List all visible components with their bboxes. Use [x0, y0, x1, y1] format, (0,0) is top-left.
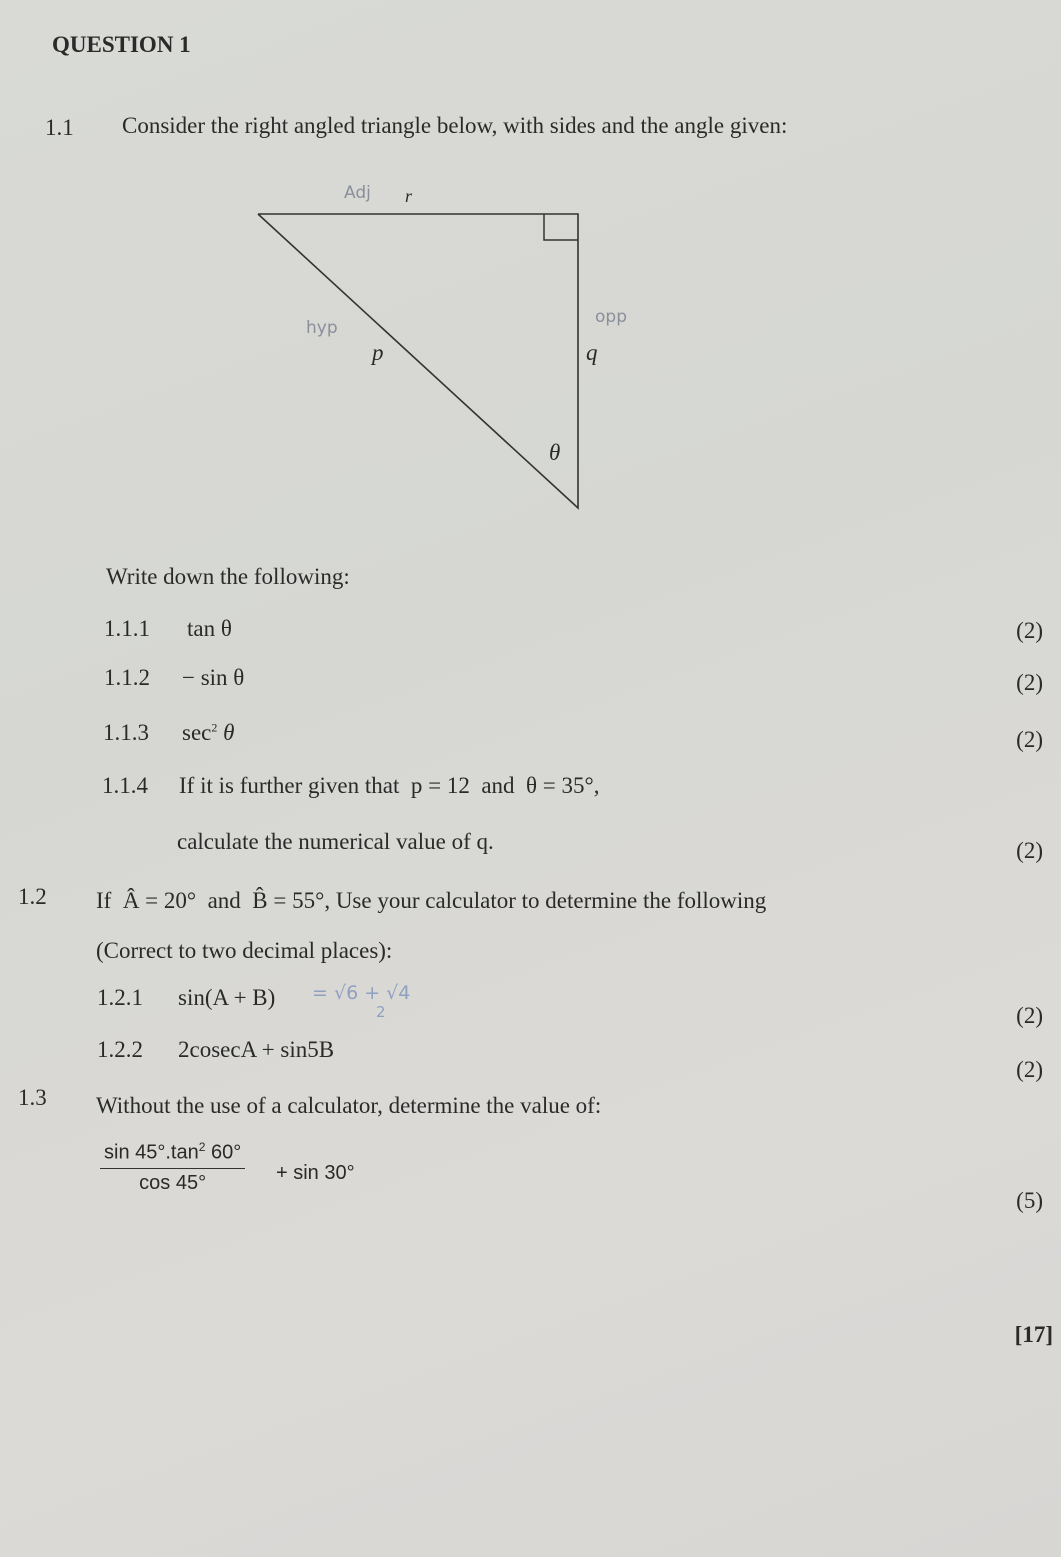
item-number: 1.1.4	[102, 773, 148, 798]
side-label-p: p	[372, 340, 384, 365]
expression-tail: + sin 30°	[276, 1162, 355, 1184]
question-heading: QUESTION 1	[52, 32, 191, 57]
item-marks: (2)	[1016, 1057, 1043, 1082]
item-number: 1.1.3	[103, 720, 149, 745]
item-expr: 2cosecA + sin5B	[178, 1037, 335, 1062]
q1-2-number: 1.2	[18, 884, 47, 909]
handwritten-answer-denominator: 2	[376, 1003, 386, 1021]
item-expr-2: calculate the numerical value of q.	[177, 829, 494, 854]
fraction-numerator: $\sin 45^\circ.\tan^2$ 60°	[100, 1140, 245, 1169]
handwritten-adj: Adj	[344, 183, 371, 203]
fraction-denominator: cos 45°	[139, 1171, 207, 1194]
item-expr: − sin θ	[182, 665, 245, 690]
item-marks: (2)	[1016, 1003, 1043, 1028]
right-triangle-diagram	[0, 0, 1061, 560]
item-marks: (2)	[1016, 670, 1043, 695]
side-label-r: r	[405, 186, 413, 206]
item-marks: (5)	[1016, 1188, 1043, 1213]
item-number: 1.1.2	[104, 665, 150, 690]
item-expr: sin(A + B)	[178, 985, 276, 1010]
total-marks: [17]	[1014, 1322, 1053, 1347]
handwritten-answer: = √6 + √4	[312, 982, 411, 1004]
item-expr: tan θ	[187, 616, 232, 641]
handwritten-opp: opp	[595, 307, 627, 327]
item-number: 1.2.1	[97, 985, 143, 1010]
q1-2-text-2: (Correct to two decimal places):	[96, 938, 393, 963]
handwritten-hyp: hyp	[306, 318, 338, 338]
instruction: Write down the following:	[106, 564, 350, 589]
q1-3-number: 1.3	[18, 1085, 47, 1110]
q1-1-text: Consider the right angled triangle below, with sides and the angle given:	[122, 113, 788, 138]
item-expr: $\sec^2 \theta$	[182, 720, 235, 745]
q1-2-text: If Â = 20° and B̂ = 55°, Use your calculator to determine the following	[96, 888, 767, 913]
item-marks: (2)	[1016, 727, 1043, 752]
item-number: 1.1.1	[104, 616, 150, 641]
side-label-q: q	[586, 340, 598, 365]
fraction-expression	[100, 1140, 245, 1195]
item-marks: (2)	[1016, 838, 1043, 863]
angle-label-theta: θ	[549, 440, 561, 465]
q1-3-text: Without the use of a calculator, determine the value of:	[96, 1093, 602, 1118]
item-marks: (2)	[1016, 618, 1043, 643]
q1-1-number: 1.1	[45, 115, 74, 140]
item-expr: If it is further given that p = 12 and θ = 35°,	[179, 773, 600, 798]
item-number: 1.2.2	[97, 1037, 143, 1062]
